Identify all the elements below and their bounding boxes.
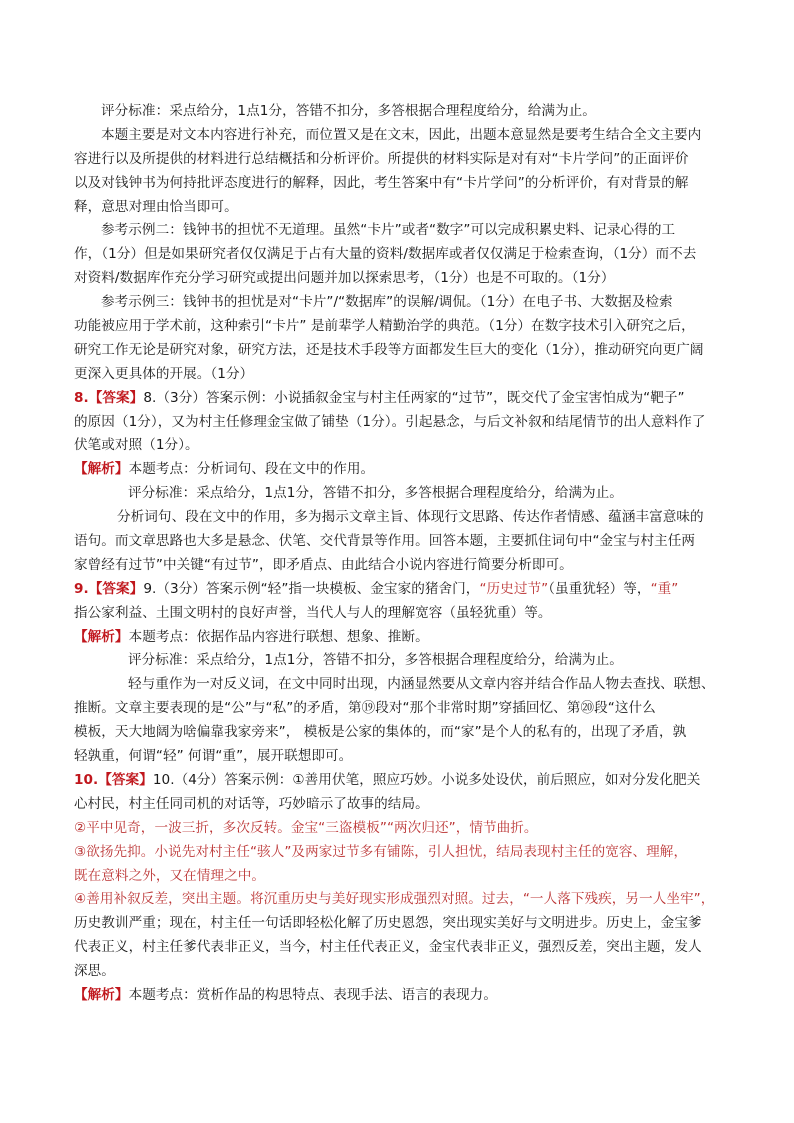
text-line: ③欲扬先抑。小说先对村主任“骇人”及两家过节多有铺陈，引人担忧，结局表现村主任的宽容、理解， <box>74 843 688 860</box>
paragraph-example-two <box>74 219 724 291</box>
question-9 <box>74 578 724 769</box>
text-line: 评分标准：采点给分，1点1分，答错不扣分，多答根据合理程度给分，给满为止。 <box>128 485 623 502</box>
text-line: 参考示例三：钱钟书的担忧是对“卡片”/“数据库”的误解/调侃。（1分）在电子书、大数据及检索 <box>101 294 673 311</box>
text-line: 心村民，村主任同司机的对话等，巧妙暗示了故事的结局。 <box>74 795 429 812</box>
text-line: ④善用补叙反差，突出主题。将沉重历史与美好现实形成强烈对照。过去，“一人落下残疾，另一人坐牢”， <box>74 891 715 908</box>
answer-document <box>74 100 724 1008</box>
answer-tag: 10.【答案】 <box>74 771 153 788</box>
text-line: 以及对钱钟书为何持批评态度进行的解释，因此，考生答案中有“卡片学问”的分析评价，有对背景的解 <box>74 174 689 191</box>
text-line: 轻与重作为一对反义词，在文中同时出现，内涵显然要从文章内容并结合作品人物去查找、联想、 <box>128 676 715 693</box>
text-line: 模板，天大地阔为啥偏靠我家旁来”， 模板是公家的集体的，而“家”是个人的私有的，出现了矛盾，孰 <box>74 724 687 741</box>
answer-highlight: “重” <box>650 580 679 597</box>
text-line: 本题主要是对文本内容进行补充，而位置又是在文末，因此，出题本意显然是要考生结合全文主要内 <box>101 126 702 143</box>
text-line: 作，（1分）但是如果研究者仅仅满足于占有大量的资料/数据库或者仅仅满足于检索查询，（1分）而不去 <box>74 246 697 263</box>
text-line: 语句。而文章思路也大多是悬念、伏笔、交代背景等作用。回答本题，主要抓住词句中“金宝与村主任两 <box>74 533 696 550</box>
text-line: 对资料/数据库作充分学习研究或提出问题并加以探索思考，（1分）也是不可取的。（1分） <box>74 270 615 287</box>
answer-text: 10.（4分）答案示例：①善用伏笔，照应巧妙。小说多处设伏，前后照应，如对分发化肥关 <box>152 771 701 788</box>
answer-line <box>74 387 724 411</box>
text-line: 功能被应用于学术前，这种索引“卡片” 是前辈学人精勤治学的典范。（1分）在数字技术引入研究之后， <box>74 318 695 335</box>
answer-text: “轻”指一块模板、金宝家的猪舍门， <box>260 580 480 597</box>
text-line: 参考示例二：钱钟书的担忧不无道理。虽然“卡片”或者“数字”可以完成积累史料、记录心得的工 <box>101 222 676 239</box>
text-line: 代表正义，村主任爹代表非正义，当今，村主任代表正义，金宝代表非正义，强烈反差，突出主题，发人 <box>74 939 702 956</box>
answer-line <box>74 578 724 602</box>
analysis-text: 本题考点：分析词句、段在文中的作用。 <box>128 461 375 478</box>
question-10 <box>74 769 724 1008</box>
analysis-tag: 【解析】 <box>74 986 129 1003</box>
paragraph-example-three <box>74 291 724 387</box>
text-line: 研究工作无论是研究对象，研究方法，还是技术手段等方面都发生巨大的变化（1分），推动研究向更广阔 <box>74 341 704 358</box>
analysis-text: 本题考点：赏析作品的构思特点、表现手法、语言的表现力。 <box>128 986 497 1003</box>
text-line: 评分标准：采点给分，1点1分，答错不扣分，多答根据合理程度给分，给满为止。 <box>128 652 623 669</box>
answer-text: 9.（3分）答案示例 <box>143 580 261 597</box>
text-line: 伏笔或对照（1分）。 <box>74 437 199 454</box>
text-line: 的原因（1分），又为村主任修理金宝做了铺垫（1分）。引起悬念，与后文补叙和结尾情节的出人意料作了 <box>74 413 706 430</box>
analysis-tag: 【解析】 <box>74 461 129 478</box>
answer-highlight: “历史过节” <box>479 580 549 597</box>
text-line: 更深入更具体的开展。（1分） <box>74 365 254 382</box>
answer-tag: 9.【答案】 <box>74 580 144 597</box>
answer-line <box>74 769 724 793</box>
text-line: 深思。 <box>74 963 115 980</box>
text-line: 容进行以及所提供的材料进行总结概括和分析评价。所提供的材料实际是对有对“卡片学问”的正面评价 <box>74 150 689 167</box>
text-line: 轻孰重，何谓“轻” 何谓“重”，展开联想即可。 <box>74 748 353 765</box>
paragraph-scoring-note <box>74 100 724 219</box>
text-line: 释，意思对理由恰当即可。 <box>74 198 238 215</box>
answer-text: （虽重犹轻）等， <box>548 580 651 597</box>
text-line: 评分标准：采点给分，1点1分，答错不扣分，多答根据合理程度给分，给满为止。 <box>101 103 596 119</box>
text-line: 历史教训严重；现在，村主任一句话即轻松化解了历史恩怨，突出现实美好与文明进步。历史上，金宝爹 <box>74 915 702 932</box>
text-line: ②平中见奇，一波三折，多次反转。金宝“三盗模板”“两次归还”，情节曲折。 <box>74 819 538 836</box>
analysis-text: 本题考点：依据作品内容进行联想、想象、推断。 <box>128 628 429 645</box>
analysis-line <box>74 626 724 650</box>
answer-text: 8.（3分）答案示例：小说插叙金宝与村主任两家的“过节”，既交代了金宝害怕成为“靶子” <box>143 389 685 406</box>
question-8 <box>74 387 724 578</box>
text-line: 既在意料之外，又在情理之中。 <box>74 867 266 884</box>
text-line: 家曾经有过节”中关键“有过节”，即矛盾点、由此结合小说内容进行简要分析即可。 <box>74 556 573 573</box>
analysis-line <box>74 458 724 482</box>
analysis-line <box>74 984 724 1008</box>
text-line: 推断。文章主要表现的是“公”与“私”的矛盾，第⑲段对“那个非常时期”穿插回忆、第⑳段“这什么 <box>74 700 656 717</box>
analysis-tag: 【解析】 <box>74 628 129 645</box>
answer-tag: 8.【答案】 <box>74 389 144 406</box>
text-line: 指公家利益、土围文明村的良好声誉，当代人与人的理解宽容（虽轻犹重）等。 <box>74 604 552 621</box>
text-line: 分析词句、段在文中的作用，多为揭示文章主旨、体现行文思路、传达作者情感、蕴涵丰富意味的 <box>117 509 704 526</box>
